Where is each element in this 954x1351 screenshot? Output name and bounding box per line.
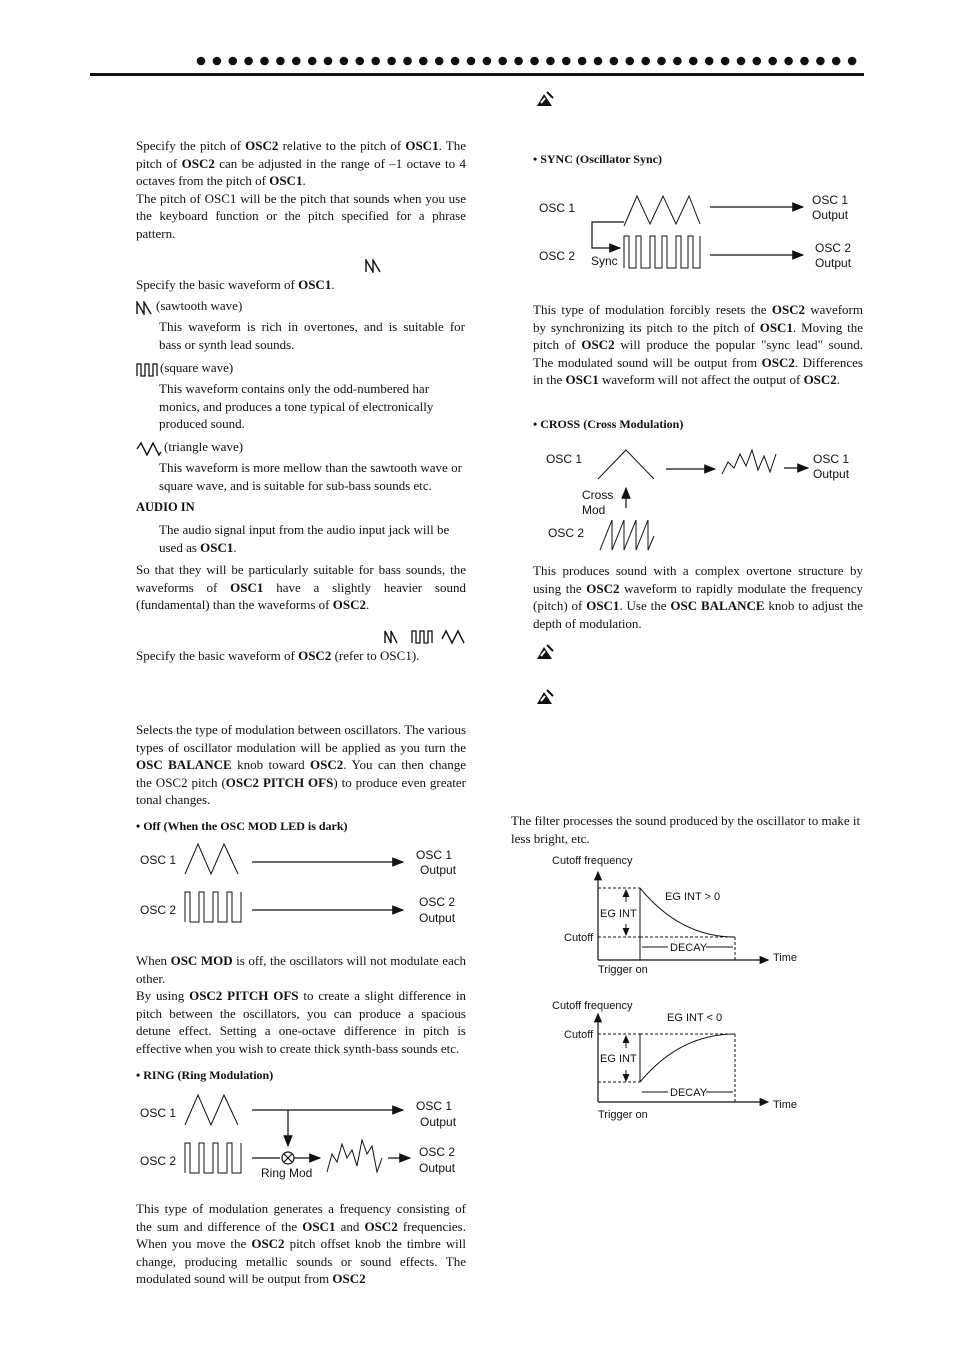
header-dot	[578, 57, 587, 66]
header-dot	[657, 57, 666, 66]
svg-text:Trigger on: Trigger on	[598, 964, 648, 976]
svg-text:OSC 1: OSC 1	[813, 452, 850, 466]
header-dot	[721, 57, 730, 66]
header-dot	[229, 57, 238, 66]
header-dot	[244, 57, 253, 66]
svg-text:Cutoff frequency: Cutoff frequency	[552, 1000, 633, 1012]
off-diagram	[130, 838, 470, 933]
header-dot	[753, 57, 762, 66]
header-dot	[451, 57, 460, 66]
osc-mod-paragraph: Selects the type of modulation between oscillators. The various types of oscillator modulation will be applied as you turn the OSC BALANCE knob toward OSC2. You can then change the OSC2 pitch (OSC2 PITCH OFS) to produce even greater tonal changes.	[136, 722, 467, 808]
svg-text:OSC 1: OSC 1	[539, 201, 576, 215]
triangle-label: (triangle wave)	[164, 439, 244, 454]
header-dot	[562, 57, 571, 66]
header-dot	[308, 57, 317, 66]
svg-text:OSC 1: OSC 1	[140, 1106, 177, 1120]
header-dot	[737, 57, 746, 66]
svg-text:Output: Output	[419, 1161, 456, 1175]
sawtooth-icon	[136, 301, 154, 315]
svg-text:Cutoff frequency: Cutoff frequency	[552, 855, 633, 867]
header-dot	[213, 57, 222, 66]
header-dot	[498, 57, 507, 66]
svg-text:OSC 2: OSC 2	[539, 249, 576, 263]
header-dot	[467, 57, 476, 66]
svg-text:Output: Output	[813, 467, 850, 481]
header-dot	[610, 57, 619, 66]
svg-text:Output: Output	[419, 911, 456, 925]
header-dot	[483, 57, 492, 66]
svg-text:Cutoff: Cutoff	[564, 1029, 594, 1041]
svg-text:Mod: Mod	[582, 503, 606, 517]
sync-paragraph: This type of modulation forcibly resets the OSC2 waveform by synchronizing its pitch to the pitch of OSC1. Moving the pitch of OSC2 will produce the popular "sync lead" sound. The modulated sound will be output from OSC2. Differences in the OSC1 waveform will not affect the output of OSC2.	[533, 302, 863, 388]
header-dot	[673, 57, 682, 66]
header-dot	[705, 57, 714, 66]
header-dot	[276, 57, 285, 66]
svg-text:EG INT: EG INT	[600, 908, 637, 920]
header-dot	[626, 57, 635, 66]
saw-label: (sawtooth wave)	[156, 298, 243, 313]
cross-paragraph: This produces sound with a complex overtone structure by using the OSC2 waveform to rapidly modulate the frequency (pitch) of OSC1. Use the OSC BALANCE knob to adjust the depth of modulation.	[533, 563, 864, 631]
header-dot	[768, 57, 777, 66]
header-dot	[594, 57, 603, 66]
note-icon	[535, 90, 555, 108]
svg-text:Output: Output	[812, 208, 849, 222]
square-desc: This waveform contains only the odd-numbered har monics, and produces a tone typical of electronically produced sound.	[159, 381, 434, 432]
header-dot	[816, 57, 825, 66]
audio-in-desc: The audio signal input from the audio input jack will be used as OSC1.	[159, 522, 450, 555]
ring-paragraph: This type of modulation generates a frequency consisting of the sum and difference of the OSC1 and OSC2 frequencies. When you move the OSC2 pitch offset knob the timbre will change, producing metallic sounds or sound effects. The modulated sound will be output from OSC2	[136, 1201, 466, 1287]
header-dot	[324, 57, 333, 66]
svg-text:Output: Output	[815, 256, 852, 270]
svg-text:OSC 1: OSC 1	[140, 853, 177, 867]
svg-text:OSC 2: OSC 2	[419, 1145, 456, 1159]
svg-text:Trigger on: Trigger on	[598, 1109, 648, 1121]
sawtooth-icon	[365, 259, 383, 273]
svg-text:OSC 1: OSC 1	[416, 848, 453, 862]
square-wave-icon	[136, 363, 158, 377]
filter-paragraph: The filter processes the sound produced by the oscillator to make it less bright, etc.	[511, 813, 861, 846]
triangle-desc: This waveform is more mellow than the sawtooth wave or square wave, and is suitable for sub-bass sounds etc.	[159, 460, 462, 493]
off-paragraph: When OSC MOD is off, the oscillators will not modulate each other. By using OSC2 PITCH OFS to create a slight difference in pitch between the oscillators, you can produce a spacious detune effect. Setting a one-octave difference in pitch is effective when you wish to create thick synth-bass sounds etc.	[136, 953, 467, 1056]
header-dot	[197, 57, 206, 66]
svg-text:Output: Output	[420, 1115, 457, 1129]
header-dot	[800, 57, 809, 66]
ring-diagram	[130, 1088, 470, 1184]
osc2-waveform-icons	[384, 629, 466, 645]
svg-text:OSC 1: OSC 1	[812, 193, 849, 207]
note-icon	[535, 688, 555, 706]
osc1-wave-paragraph: Specify the basic waveform of OSC1.	[136, 277, 335, 292]
svg-text:OSC 2: OSC 2	[548, 526, 585, 540]
saw-desc: This waveform is rich in overtones, and is suitable for bass or synth lead sounds.	[159, 319, 465, 352]
header-dot	[546, 57, 555, 66]
header-dot	[387, 57, 396, 66]
off-title: • Off (When the OSC MOD LED is dark)	[136, 819, 348, 833]
svg-text:Ring Mod: Ring Mod	[261, 1166, 313, 1180]
header-dot	[260, 57, 269, 66]
osc2-wave-paragraph: Specify the basic waveform of OSC2 (refer to OSC1).	[136, 648, 420, 663]
header-dot	[435, 57, 444, 66]
note-icon	[535, 643, 555, 661]
cross-diagram	[540, 442, 870, 557]
svg-text:OSC 1: OSC 1	[546, 452, 583, 466]
svg-text:Cutoff: Cutoff	[564, 932, 594, 944]
triangle-wave-icon	[136, 442, 162, 456]
svg-text:EG INT > 0: EG INT > 0	[665, 891, 721, 903]
svg-text:OSC 2: OSC 2	[419, 895, 456, 909]
header-dot	[292, 57, 301, 66]
svg-text:EG INT < 0: EG INT < 0	[667, 1012, 723, 1024]
header-dots	[196, 54, 866, 68]
svg-text:DECAY: DECAY	[670, 1087, 708, 1099]
cross-title: • CROSS (Cross Modulation)	[533, 417, 684, 431]
header-dot	[403, 57, 412, 66]
heavier-paragraph: So that they will be particularly suitable for bass sounds, the waveforms of OSC1 have a slightly heavier sound (fundamental) than the waveforms of OSC2.	[136, 562, 466, 613]
sync-title: • SYNC (Oscillator Sync)	[533, 152, 662, 166]
svg-text:Sync: Sync	[591, 254, 618, 268]
svg-text:EG INT: EG INT	[600, 1053, 637, 1065]
svg-text:Cross: Cross	[582, 488, 614, 502]
eg-int-positive-graph	[540, 850, 810, 980]
header-dot	[356, 57, 365, 66]
svg-text:OSC 2: OSC 2	[140, 1154, 177, 1168]
header-dot	[848, 57, 857, 66]
header-dot	[530, 57, 539, 66]
eg-int-negative-graph	[540, 996, 810, 1126]
svg-text:Time: Time	[773, 952, 798, 964]
header-rule	[90, 73, 864, 76]
header-dot	[419, 57, 428, 66]
header-dot	[689, 57, 698, 66]
svg-text:OSC 2: OSC 2	[140, 903, 177, 917]
sync-diagram	[530, 186, 870, 276]
header-dot	[641, 57, 650, 66]
header-dot	[832, 57, 841, 66]
svg-text:OSC 2: OSC 2	[815, 241, 852, 255]
square-label: (square wave)	[160, 360, 234, 375]
header-dot	[371, 57, 380, 66]
header-dot	[514, 57, 523, 66]
svg-text:Time: Time	[773, 1099, 798, 1111]
audio-in-title: AUDIO IN	[136, 500, 195, 514]
ring-title: • RING (Ring Modulation)	[136, 1068, 274, 1082]
svg-text:OSC 1: OSC 1	[416, 1099, 453, 1113]
header-dot	[784, 57, 793, 66]
pitch-paragraph: Specify the pitch of OSC2 relative to the pitch of OSC1. The pitch of OSC2 can be adjusted in the range of –1 octave to 4 octaves from the pitch of OSC1. The pitch of OSC1 will be the pitch that sounds when you use the keyboard function or the pitch specified for a phrase pattern.	[136, 138, 466, 241]
header-dot	[340, 57, 349, 66]
svg-text:DECAY: DECAY	[670, 942, 708, 954]
svg-text:Output: Output	[420, 863, 457, 877]
